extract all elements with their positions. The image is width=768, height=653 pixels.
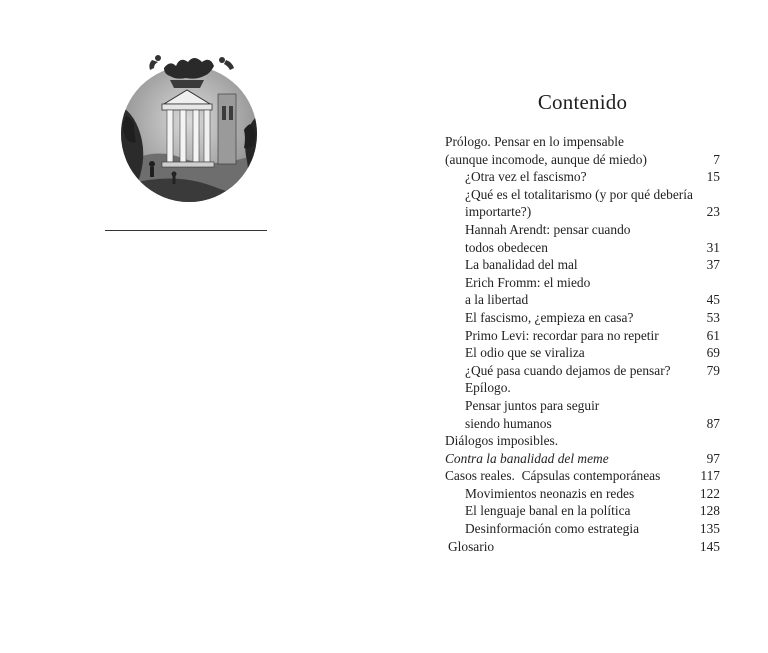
toc-entry-title-line: Primo Levi: recordar para no repetir (465, 327, 659, 343)
toc-entry-title-line: Epílogo. (465, 380, 511, 396)
toc-entry-title-line: El odio que se viraliza (465, 345, 585, 361)
toc-page-number: 45 (706, 292, 720, 308)
toc-entry-title-line: Casos reales. Cápsulas contemporáneas (445, 468, 661, 484)
toc-page-number: 79 (706, 362, 720, 378)
toc-entry-title-line: ¿Qué es el totalitarismo (y por qué debería (465, 186, 693, 202)
toc-entry-title-line: Glosario (448, 538, 495, 554)
toc-entry-subtitle-line: Contra la banalidad del meme (445, 450, 609, 466)
toc-page-number: 23 (706, 204, 720, 220)
toc-entry-title-line: Diálogos imposibles. (445, 433, 559, 449)
toc-page-number: 69 (706, 345, 720, 361)
toc-page-number: 61 (706, 327, 720, 343)
toc-entry-title-line: El lenguaje banal en la política (465, 503, 631, 519)
toc-entry (445, 432, 720, 467)
toc-entry-title-line: (aunque incomode, aunque dé miedo) (445, 151, 647, 167)
toc-page-number: 87 (706, 415, 720, 431)
toc-entry-title-line: El fascismo, ¿empieza en casa? (465, 309, 634, 325)
toc-entry (445, 133, 720, 168)
toc-entry-title-line: Movimientos neonazis en redes (465, 485, 635, 501)
toc-page-number: 97 (706, 450, 720, 466)
page-title: Contenido (537, 90, 628, 114)
divider-rule (105, 230, 267, 231)
toc-entry (445, 379, 720, 432)
toc-entry-title-line: Desinformación como estrategia (465, 521, 640, 537)
toc-entry (445, 256, 720, 274)
classical-ruins-engraving-icon (112, 46, 266, 206)
toc-entry (445, 309, 720, 327)
toc-entry (445, 362, 720, 380)
toc-entry (445, 344, 720, 362)
toc-page-number: 15 (706, 169, 720, 185)
toc-entry-title-line: Erich Fromm: el miedo (465, 274, 591, 290)
toc-entry-title-line: siendo humanos (465, 415, 552, 431)
toc-page-number: 145 (699, 538, 720, 554)
toc-entry-title-line: a la libertad (465, 292, 529, 308)
toc-entry (445, 467, 720, 485)
toc-entry (445, 502, 720, 520)
toc-page-number: 128 (699, 503, 720, 519)
toc-entry-title-line: Prólogo. Pensar en lo impensable (445, 134, 624, 149)
toc-entry (445, 538, 720, 556)
toc-entry (445, 485, 720, 503)
toc-page-number: 135 (699, 521, 720, 537)
toc-entry (445, 221, 720, 256)
toc-entry (445, 186, 720, 221)
toc-entry (445, 520, 720, 538)
toc-page-number: 117 (700, 468, 720, 484)
toc-entry (445, 327, 720, 345)
toc-entry-title-line: Hannah Arendt: pensar cuando (465, 221, 631, 237)
toc-entry (445, 274, 720, 309)
table-of-contents (445, 133, 720, 555)
toc-entry-title-line: ¿Qué pasa cuando dejamos de pensar? (465, 362, 671, 378)
toc-entry (445, 168, 720, 186)
toc-entry-title-line: ¿Otra vez el fascismo? (465, 169, 587, 185)
toc-entry-title-line: Pensar juntos para seguir (465, 397, 600, 413)
toc-page-number: 31 (706, 239, 720, 255)
toc-entry-title-line: importarte?) (465, 204, 532, 220)
toc-page-number: 122 (699, 485, 720, 501)
toc-entry-title-line: todos obedecen (465, 239, 548, 255)
toc-page-number: 7 (713, 151, 720, 167)
toc-page-number: 37 (706, 257, 720, 273)
toc-page-number: 53 (706, 309, 720, 325)
toc-entry-title-line: La banalidad del mal (465, 257, 578, 273)
